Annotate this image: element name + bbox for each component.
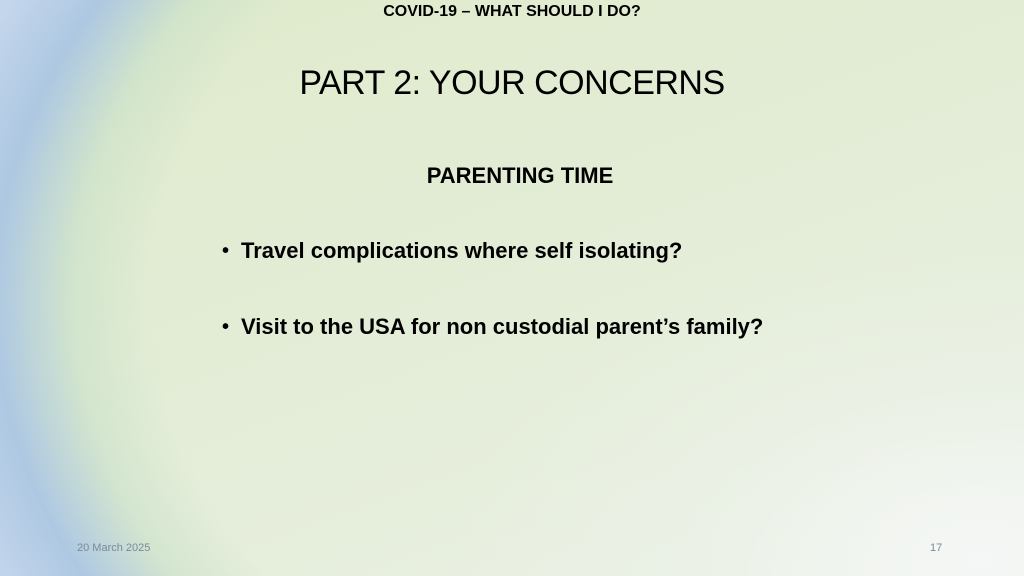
bullet-text: Travel complications where self isolating? <box>241 238 683 263</box>
bullet-item <box>220 238 820 264</box>
footer-page-number: 17 <box>930 542 943 554</box>
slide-title: PART 2: YOUR CONCERNS <box>299 64 725 102</box>
header-title: COVID-19 – WHAT SHOULD I DO? <box>383 3 641 20</box>
bullet-list <box>220 238 820 390</box>
section-heading: PARENTING TIME <box>426 163 614 188</box>
footer-date: 20 March 2025 <box>77 542 151 554</box>
bullet-icon: • <box>222 240 230 262</box>
bullet-icon: • <box>222 316 230 338</box>
bullet-text: Visit to the USA for non custodial parent’s family? <box>241 314 764 339</box>
bullet-item <box>220 314 820 340</box>
